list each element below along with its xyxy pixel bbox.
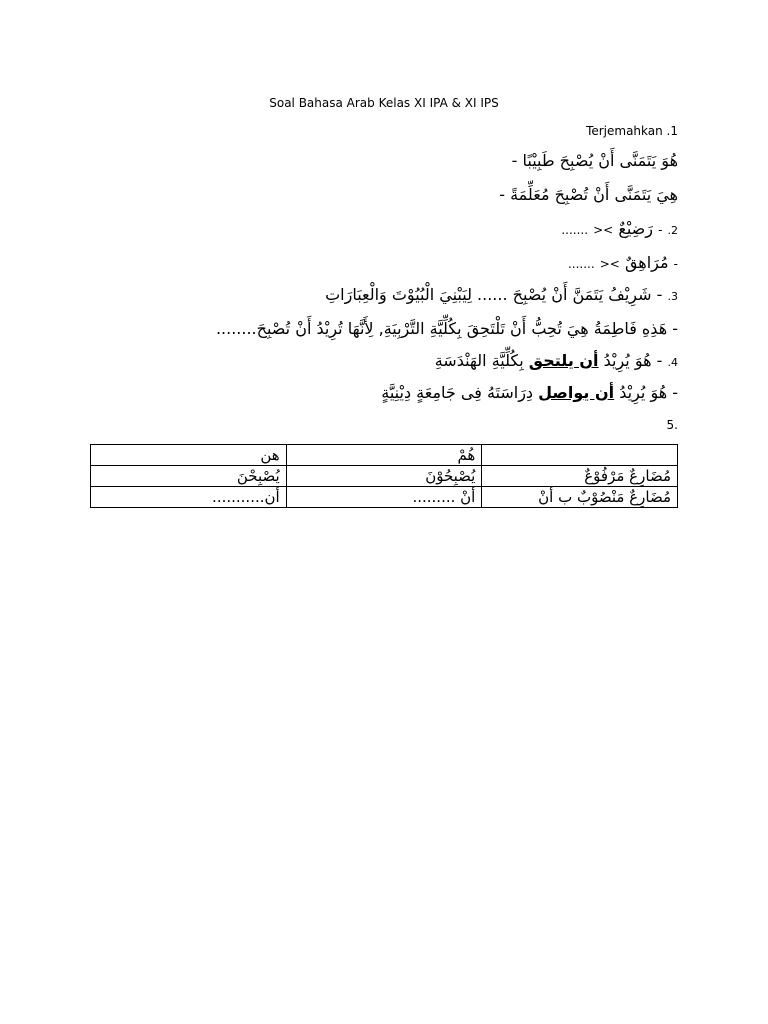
q4-line-a — [78, 350, 678, 374]
q2-line-a-blank: ....... — [561, 223, 589, 237]
q1-line-b: هِيَ يَتَمَنَّى أَنْ تُصْبِحَ مُعَلِّمَةً - — [499, 185, 678, 204]
q2-line-a-word: رَضِيْعٌ — [618, 219, 653, 238]
q2-line-b-dash: - — [673, 257, 678, 271]
q1-instruction: Terjemahkan .1 — [586, 124, 678, 138]
table-cell: هُمْ — [286, 445, 482, 466]
q4-line-b-start: - هُوَ يُرِيْدُ — [619, 383, 678, 402]
table-cell: أن........... — [91, 487, 287, 508]
q2-line-b-blank: ....... — [567, 257, 595, 271]
conjugation-table — [90, 444, 678, 508]
q2-line-b-word: مُرَاهِقٌ — [624, 253, 669, 272]
q2-line-b — [78, 252, 678, 275]
q5-number: 5. — [666, 418, 678, 432]
q2-line-a-sign: >< — [593, 223, 614, 237]
table-cell: مُضَارِعٌ مَرْفُوْعٌ — [482, 466, 678, 487]
q2-number: 2. — [667, 224, 678, 237]
q4-line-a-start: - هُوَ يُرِيْدُ — [603, 351, 663, 370]
q2-line-a — [78, 218, 678, 242]
q4-line-b — [78, 382, 678, 404]
q4-line-b-end: دِرَاسَتَهُ فِى جَامِعَةٍ دِيْنِيَّةٍ — [381, 383, 534, 402]
q4-line-a-underlined: أن يلتحق — [528, 351, 599, 370]
q1-line-a: هُوَ يَتَمَنَّى أَنْ يُصْبِحَ طَبِيْبًا - — [511, 151, 678, 170]
table-cell: أَنْ ......... — [286, 487, 482, 508]
table-row — [91, 466, 678, 487]
q2-line-b-sign: >< — [599, 257, 620, 271]
table-cell — [482, 445, 678, 466]
document-title: Soal Bahasa Arab Kelas XI IPA & XI IPS — [269, 96, 499, 110]
q3-line-b: - هَذِهِ فَاطِمَةُ هِيَ تُحِبُّ أَنْ تَلْتَحِقَ بِكُلِّيَّةِ التَّرْبِيَةِ, لِأَنَّهَا تُرِيْدُ أَنْ تُصْبِحَ........ — [215, 319, 678, 338]
table-row — [91, 445, 678, 466]
q3-line-a — [78, 284, 678, 308]
q4-line-b-underlined: أن يواصل — [538, 383, 615, 402]
q3-line-a-text: - شَرِيْفُ يَتَمَنَّ أَنْ يُصْبِحَ ...... لِيَبْنِيَ الْبُيُوْتَ وَالْعِبَارَاتِ — [325, 285, 663, 304]
q3-number: 3. — [667, 290, 678, 303]
table-cell: هن — [91, 445, 287, 466]
table-row — [91, 487, 678, 508]
q4-number: 4. — [667, 356, 678, 369]
q4-line-a-end: بِكُلِّيَّةِ الهَنْدَسَةِ — [434, 351, 524, 370]
table-cell: يُصْبِحُوْنَ — [286, 466, 482, 487]
table-cell: يُصْبِحْنَ — [91, 466, 287, 487]
q2-line-a-dash: - — [658, 223, 663, 237]
table-cell: مُضَارِعٌ مَنْصُوْبٌ ب أَنْ — [482, 487, 678, 508]
